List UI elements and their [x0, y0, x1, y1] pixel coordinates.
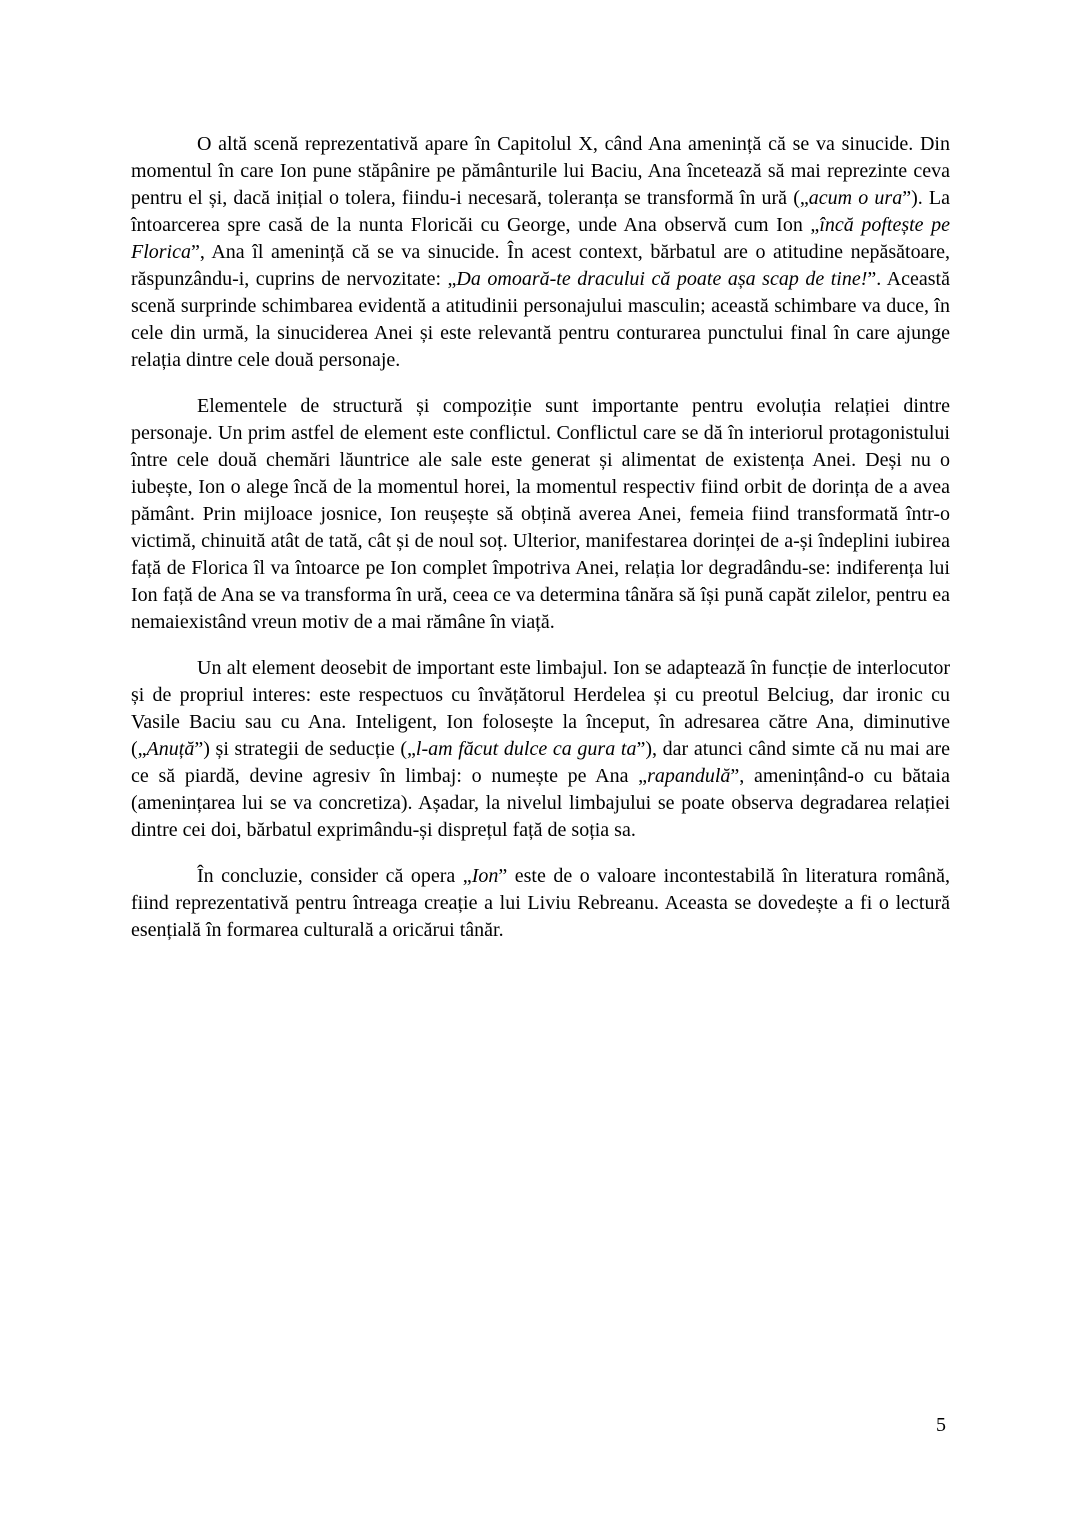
paragraph-4-text: În concluzie, consider că opera „: [197, 865, 472, 887]
paragraph-3-text: ”), dar atunci când simte că nu mai are ce să piardă, devine agresiv în limbaj: o numește pe Ana „: [131, 738, 950, 787]
page-number: 5: [936, 1414, 946, 1436]
paragraph-1-text: O altă scenă reprezentativă apare în Capitolul X, când Ana amenință că se va sinucide. Din momentul în care Ion pune stăpânire pe pământurile lui Baciu, Ana încetează să mai reprezinte ceva pentru el și, dacă inițial o tolera, fiindu-i necesară, toleranța se transformă în ură („: [131, 133, 950, 209]
quote-l-am-facut-dulce: l-am făcut dulce ca gura ta: [415, 738, 637, 760]
quote-ion-title: Ion: [471, 865, 499, 887]
quote-da-omoara-te: Da omoară-te dracului că poate așa scap de tine!: [456, 268, 868, 290]
paragraph-3-text: ”, amenințând-o cu bătaia (amenințarea lui se va concretiza). Așadar, la nivelul limbajului se poate observa degradarea relației dintre cei doi, bărbatul exprimându-și disprețul față de soția sa.: [131, 765, 950, 841]
document-body: [131, 131, 950, 963]
paragraph-1-text: ”). La întoarcerea spre casă de la nunta Floricăi cu George, unde Ana observă cum Ion „: [131, 187, 951, 236]
quote-inca-pofteste: încă poftește pe Florica: [131, 214, 950, 263]
paragraph-4-text: ” este de o valoare incontestabilă în literatura română, fiind reprezentativă pentru întreaga creație a lui Liviu Rebreanu. Aceasta se dovedește a fi o lectură esențială în formarea culturală a oricărui tânăr.: [131, 865, 950, 941]
paragraph-1-text: ”. Această scenă surprinde schimbarea evidentă a atitudinii personajului masculin; această schimbare va duce, în cele din urmă, la sinuciderea Anei și este relevantă pentru conturarea punctului final în care ajunge relația dintre cele două personaje.: [131, 268, 950, 371]
paragraph-3-text: ”) și strategii de seducție („: [194, 738, 416, 760]
paragraph-3-text: Un alt element deosebit de important este limbajul. Ion se adaptează în funcție de interlocutor și de propriul interes: este respectuos cu învățătorul Herdelea și cu preotul Belciug, dar ironic cu Vasile Baciu sau cu Ana. Inteligent, Ion folosește la început, în adresarea către Ana, diminutive („: [131, 657, 950, 760]
quote-anuta: Anuță: [146, 738, 195, 760]
paragraph-2-text: Elementele de structură și compoziție sunt importante pentru evoluția relației dintre personaje. Un prim astfel de element este conflictul. Conflictul care se dă în interiorul protagonistului între cele două chemări lăuntrice ale sale este generat și alimentat de existența Anei. Deși nu o iubește, Ion o alege încă de la momentul horei, la momentul respectiv fiind orbit de dorința de a avea pământ. Prin mijloace josnice, Ion reușește să obțină averea Anei, femeia fiind transformată într-o victimă, chinuită atât de tată, cât și de noul soț. Ulterior, manifestarea dorinței de a-și îndeplini iubirea față de Florica îl va întoarce pe Ion complet împotriva Anei, relația lor degradându-se: indiferența lui Ion față de Ana se va transforma în ură, ceea ce va determina tânăra să își pună capăt zilelor, pentru ea nemaiexistând vreun motiv de a mai rămâne în viață.: [131, 395, 950, 633]
quote-acum-o-ura: acum o ura: [808, 187, 903, 209]
paragraph-1: [131, 131, 950, 374]
paragraph-4: [131, 863, 950, 944]
paragraph-3: [131, 655, 950, 844]
paragraph-1-text: ”, Ana îl amenință că se va sinucide. În acest context, bărbatul are o atitudine nepăsătoare, răspunzându-i, cuprins de nervozitate: „: [131, 241, 950, 290]
paragraph-2: [131, 393, 950, 636]
quote-rapandula: rapandulă: [647, 765, 731, 787]
